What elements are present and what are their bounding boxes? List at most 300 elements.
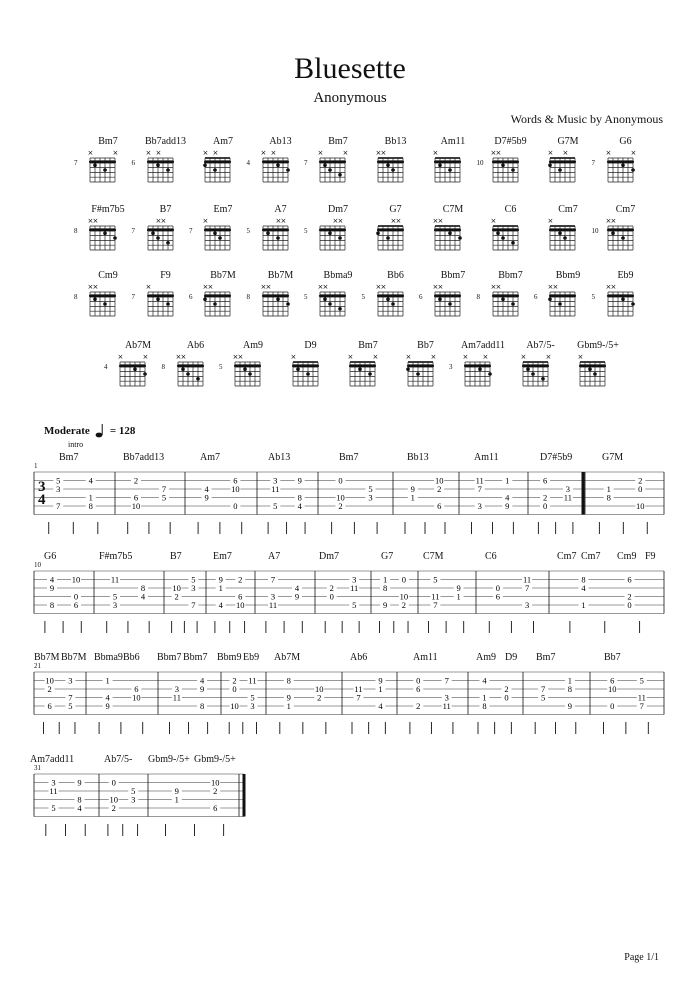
fret-number: 5 xyxy=(161,492,167,503)
fret-number: 7 xyxy=(56,501,61,511)
start-fret-number: 10 xyxy=(591,227,599,235)
chord-name: Bbm7 xyxy=(498,270,523,281)
fret-number: 3 xyxy=(112,600,118,610)
fret-number: 7 xyxy=(477,484,482,494)
fret-number: 7 xyxy=(68,692,73,703)
muted-string-mark: × xyxy=(337,217,344,225)
credit-line: Words & Music by Anonymous xyxy=(510,112,663,126)
fret-number: 10 xyxy=(399,591,409,602)
fret-number: 3 xyxy=(68,675,73,686)
fret-number: 10 xyxy=(636,501,645,511)
chord-label: G7M xyxy=(602,452,624,463)
fret-number: 8 xyxy=(382,583,388,593)
muted-string-mark: × xyxy=(405,353,411,361)
fret-number: 3 xyxy=(56,484,61,494)
fret-number: 9 xyxy=(297,475,302,486)
fret-number: 10 xyxy=(172,583,181,593)
fret-number: 1 xyxy=(382,574,388,585)
chord-name: G7M xyxy=(557,136,579,147)
fret-number: 11 xyxy=(354,684,363,694)
chord-label: Bm7 xyxy=(59,452,79,463)
muted-string-mark: × xyxy=(490,149,496,157)
chord-name: G6 xyxy=(619,136,632,147)
fret-number: 8 xyxy=(199,701,205,711)
start-fret-number: 7 xyxy=(189,227,193,235)
fret-number: 9 xyxy=(49,583,55,593)
fret-number: 9 xyxy=(105,701,110,711)
fret-number: 2 xyxy=(416,701,421,711)
chord-label: D7#5b9 xyxy=(540,452,573,463)
fret-number: 1 xyxy=(410,492,415,503)
chord-label: Ab7/5- xyxy=(104,754,133,765)
muted-string-mark: × xyxy=(260,283,266,291)
fret-number: 2 xyxy=(213,786,218,796)
fret-number: 0 xyxy=(401,574,407,585)
muted-string-mark: × xyxy=(380,283,386,291)
fret-number: 8 xyxy=(567,684,573,694)
fret-number: 6 xyxy=(437,501,442,511)
muted-string-mark: × xyxy=(495,149,501,157)
fret-number: 9 xyxy=(294,591,300,602)
muted-string-mark: × xyxy=(117,353,124,361)
fret-number: 10 xyxy=(434,475,444,486)
fret-number: 5 xyxy=(131,786,136,796)
chord-name: F#m7b5 xyxy=(91,204,125,215)
muted-string-mark: × xyxy=(275,217,281,225)
fret-number: 4 xyxy=(199,675,205,686)
chord-label: C7M xyxy=(423,551,444,562)
start-fret-number: 5 xyxy=(361,293,365,301)
muted-string-mark: × xyxy=(610,217,616,225)
fret-number: 11 xyxy=(475,475,484,486)
chord-name: Ab6 xyxy=(186,340,205,351)
muted-string-mark: × xyxy=(92,217,99,225)
fret-number: 0 xyxy=(338,475,343,486)
fret-number: 0 xyxy=(627,600,632,610)
fret-number: 11 xyxy=(431,591,440,602)
chord-label: Am7add11 xyxy=(30,754,75,765)
start-fret-number: 5 xyxy=(219,363,223,371)
fret-number: 3 xyxy=(250,701,255,711)
muted-string-mark: × xyxy=(577,353,584,361)
fret-number: 1 xyxy=(88,492,93,503)
muted-string-mark: × xyxy=(175,353,181,361)
start-fret-number: 4 xyxy=(104,363,108,371)
fret-number: 10 xyxy=(336,492,345,503)
fret-number: 7 xyxy=(270,574,276,585)
muted-string-mark: × xyxy=(605,283,611,291)
fret-number: 4 xyxy=(378,701,383,711)
chord-label: C6 xyxy=(485,551,497,562)
muted-string-mark: × xyxy=(155,149,161,157)
chord-label: Bb7M xyxy=(34,652,60,663)
fret-number: 6 xyxy=(627,574,632,585)
muted-string-mark: × xyxy=(155,217,161,225)
fret-number: 3 xyxy=(174,684,180,694)
muted-string-mark: × xyxy=(432,149,439,157)
chord-label: Bb6 xyxy=(123,652,140,663)
chord-label: Eb9 xyxy=(243,652,260,663)
fret-number: 8 xyxy=(482,701,487,711)
fret-number: 7 xyxy=(191,600,196,610)
fret-number: 5 xyxy=(56,475,61,486)
chord-label: Bbm7 xyxy=(183,652,208,663)
muted-string-mark: × xyxy=(545,353,551,361)
fret-number: 0 xyxy=(638,484,643,494)
muted-string-mark: × xyxy=(495,283,501,291)
fret-number: 5 xyxy=(433,574,438,585)
start-fret-number: 7 xyxy=(304,159,308,167)
start-fret-number: 8 xyxy=(476,293,480,301)
muted-string-mark: × xyxy=(87,283,94,291)
chord-name: Ab7M xyxy=(124,340,152,351)
fret-number: 11 xyxy=(248,675,257,686)
fret-number: 1 xyxy=(105,675,110,686)
muted-string-mark: × xyxy=(432,217,439,225)
chord-label: Cm7 xyxy=(557,551,577,562)
muted-string-mark: × xyxy=(212,149,219,157)
chord-label: A7 xyxy=(268,551,281,562)
muted-string-mark: × xyxy=(202,283,209,291)
chord-name: Eb9 xyxy=(617,270,634,281)
fret-number: 2 xyxy=(338,501,343,511)
fret-number: 2 xyxy=(401,600,407,610)
chord-label: G7 xyxy=(381,551,394,562)
muted-string-mark: × xyxy=(145,149,151,157)
muted-string-mark: × xyxy=(145,283,151,291)
fret-number: 10 xyxy=(71,574,81,585)
fret-number: 2 xyxy=(174,591,179,602)
fret-number: 7 xyxy=(540,684,546,694)
muted-string-mark: × xyxy=(437,283,444,291)
chord-label: Bbm7 xyxy=(157,652,182,663)
muted-string-mark: × xyxy=(207,283,214,291)
chord-label: Gbm9-/5+ xyxy=(148,754,190,765)
muted-string-mark: × xyxy=(380,149,386,157)
muted-string-mark: × xyxy=(260,149,266,157)
fret-number: 2 xyxy=(627,591,632,602)
fret-number: 11 xyxy=(49,786,58,796)
fret-number: 5 xyxy=(273,501,278,511)
muted-string-mark: × xyxy=(332,217,339,225)
fret-number: 6 xyxy=(133,492,139,503)
fret-number: 9 xyxy=(382,600,388,610)
fret-number: 8 xyxy=(581,574,586,585)
fret-number: 2 xyxy=(232,675,237,686)
fret-number: 10 xyxy=(607,684,617,694)
start-fret-number: 5 xyxy=(246,227,250,235)
muted-string-mark: × xyxy=(437,217,444,225)
chord-name: Ab7/5- xyxy=(526,340,555,351)
fret-number: 1 xyxy=(581,600,586,610)
fret-number: 1 xyxy=(378,684,383,694)
fret-number: 8 xyxy=(297,492,302,503)
fret-number: 4 xyxy=(204,484,209,494)
fret-number: 8 xyxy=(88,501,93,511)
fret-number: 2 xyxy=(238,574,243,585)
muted-string-mark: × xyxy=(605,217,611,225)
fret-number: 11 xyxy=(110,574,120,585)
start-fret-number: 5 xyxy=(591,293,595,301)
fret-number: 9 xyxy=(505,501,510,511)
start-fret-number: 6 xyxy=(189,293,193,301)
measure-number: 21 xyxy=(34,662,41,670)
muted-string-mark: × xyxy=(322,283,329,291)
muted-string-mark: × xyxy=(142,353,148,361)
fret-number: 8 xyxy=(286,675,291,686)
fret-number: 9 xyxy=(199,684,205,694)
fret-number: 2 xyxy=(317,692,322,703)
chord-name: Bb13 xyxy=(384,136,407,147)
chord-name: Am11 xyxy=(440,136,466,147)
chord-label: Am11 xyxy=(474,452,499,463)
muted-string-mark: × xyxy=(372,353,378,361)
tempo-label: Moderate xyxy=(44,425,90,437)
chord-label: Bbm9 xyxy=(217,652,242,663)
chord-label: D9 xyxy=(505,652,518,663)
muted-string-mark: × xyxy=(395,217,401,225)
chord-name: Am7add11 xyxy=(460,340,506,351)
muted-string-mark: × xyxy=(180,353,186,361)
start-fret-number: 6 xyxy=(131,159,135,167)
fret-number: 0 xyxy=(111,777,116,788)
start-fret-number: 10 xyxy=(476,159,484,167)
fret-number: 10 xyxy=(109,794,118,805)
start-fret-number: 6 xyxy=(534,293,538,301)
fret-number: 1 xyxy=(174,794,179,805)
fret-number: 3 xyxy=(273,475,278,486)
time-signature-bottom: 4 xyxy=(38,492,46,508)
muted-string-mark: × xyxy=(547,217,554,225)
chord-name: Bm7 xyxy=(98,136,118,147)
chord-name: A7 xyxy=(274,204,287,215)
chord-name: C6 xyxy=(504,204,517,215)
muted-string-mark: × xyxy=(347,353,354,361)
chord-name: Am9 xyxy=(243,340,263,351)
fret-number: 0 xyxy=(233,501,238,511)
fret-number: 8 xyxy=(606,492,611,503)
start-fret-number: 7 xyxy=(74,159,78,167)
fret-number: 3 xyxy=(270,591,276,602)
muted-string-mark: × xyxy=(112,149,118,157)
chord-name: Cm7 xyxy=(615,204,636,215)
fret-number: 3 xyxy=(444,692,449,703)
start-fret-number: 3 xyxy=(449,363,453,371)
chord-name: Bb7M xyxy=(267,270,294,281)
chord-label: G6 xyxy=(44,551,57,562)
muted-string-mark: × xyxy=(490,217,496,225)
muted-string-mark: × xyxy=(605,149,611,157)
page-number: Page 1/1 xyxy=(624,952,659,963)
fret-number: 2 xyxy=(111,803,116,813)
fret-number: 5 xyxy=(352,600,357,610)
fret-number: 0 xyxy=(329,591,334,602)
chord-label: Bm7 xyxy=(339,452,359,463)
start-fret-number: 6 xyxy=(419,293,423,301)
fret-number: 2 xyxy=(542,492,548,503)
muted-string-mark: × xyxy=(610,283,616,291)
fret-number: 10 xyxy=(45,675,54,686)
chord-label: Ab7M xyxy=(274,652,301,663)
fret-number: 0 xyxy=(232,684,237,694)
chord-name: Bb7 xyxy=(417,340,434,351)
fret-number: 9 xyxy=(378,675,383,686)
muted-string-mark: × xyxy=(342,149,348,157)
chord-label: Cm9 xyxy=(617,551,637,562)
fret-number: 0 xyxy=(416,675,421,686)
fret-number: 7 xyxy=(639,701,644,711)
fret-number: 9 xyxy=(456,583,461,593)
fret-number: 11 xyxy=(442,701,451,711)
fret-number: 5 xyxy=(368,484,373,494)
fret-number: 2 xyxy=(437,484,442,494)
muted-string-mark: × xyxy=(630,149,636,157)
time-signature-top: 3 xyxy=(38,479,46,495)
muted-string-mark: × xyxy=(87,149,94,157)
start-fret-number: 5 xyxy=(304,293,308,301)
muted-string-mark: × xyxy=(375,149,381,157)
muted-string-mark: × xyxy=(280,217,286,225)
chord-name: Am7 xyxy=(213,136,233,147)
chord-label: Bb7add13 xyxy=(123,452,165,463)
muted-string-mark: × xyxy=(482,353,489,361)
chord-name: B7 xyxy=(159,204,172,215)
muted-string-mark: × xyxy=(462,353,469,361)
fret-number: 9 xyxy=(410,484,415,494)
start-fret-number: 7 xyxy=(591,159,595,167)
fret-number: 5 xyxy=(250,692,255,703)
muted-string-mark: × xyxy=(317,149,324,157)
muted-string-mark: × xyxy=(547,149,554,157)
fret-number: 4 xyxy=(297,501,302,511)
fret-number: 11 xyxy=(268,600,278,610)
chord-name: Em7 xyxy=(213,204,233,215)
chord-label: Am7 xyxy=(200,452,220,463)
fret-number: 1 xyxy=(456,591,461,602)
fret-number: 10 xyxy=(131,501,141,511)
fret-number: 7 xyxy=(161,484,167,494)
chord-label: F#m7b5 xyxy=(99,551,133,562)
fret-number: 6 xyxy=(542,475,548,486)
fret-number: 5 xyxy=(112,591,118,602)
fret-number: 0 xyxy=(542,501,548,511)
chord-name: Cm7 xyxy=(558,204,578,215)
fret-number: 11 xyxy=(637,692,646,703)
fret-number: 4 xyxy=(218,600,223,610)
fret-number: 11 xyxy=(271,484,280,494)
fret-number: 1 xyxy=(567,675,573,686)
muted-string-mark: × xyxy=(270,149,276,157)
start-fret-number: 5 xyxy=(304,227,308,235)
fret-number: 6 xyxy=(47,701,52,711)
fret-number: 0 xyxy=(610,701,615,711)
start-fret-number: 8 xyxy=(74,293,78,301)
fret-number: 0 xyxy=(495,583,501,593)
muted-string-mark: × xyxy=(562,149,569,157)
fret-number: 2 xyxy=(133,475,139,486)
muted-string-mark: × xyxy=(552,283,559,291)
start-fret-number: 8 xyxy=(161,363,165,371)
fret-number: 4 xyxy=(140,591,146,602)
fret-number: 3 xyxy=(565,484,571,494)
chord-name: Bb6 xyxy=(387,270,404,281)
fret-number: 1 xyxy=(286,701,291,711)
section-label: intro xyxy=(68,440,84,449)
chord-name: Ab13 xyxy=(269,136,292,147)
fret-number: 4 xyxy=(581,583,586,593)
muted-string-mark: × xyxy=(317,283,324,291)
fret-number: 4 xyxy=(88,475,93,486)
fret-number: 11 xyxy=(172,692,181,703)
fret-number: 3 xyxy=(51,777,56,788)
muted-string-mark: × xyxy=(202,149,209,157)
muted-string-mark: × xyxy=(375,283,381,291)
fret-number: 2 xyxy=(504,684,509,694)
fret-number: 6 xyxy=(495,591,501,602)
fret-number: 0 xyxy=(504,692,509,703)
chord-label: B7 xyxy=(170,551,182,562)
fret-number: 7 xyxy=(356,692,361,703)
muted-string-mark: × xyxy=(237,353,244,361)
fret-number: 4 xyxy=(77,803,82,813)
fret-number: 3 xyxy=(131,794,136,805)
chord-name: Bb7M xyxy=(210,270,236,281)
chord-name: Bm7 xyxy=(328,136,348,147)
fret-number: 10 xyxy=(231,484,240,494)
muted-string-mark: × xyxy=(520,353,526,361)
chord-name: C7M xyxy=(442,204,464,215)
chord-name: Bb7add13 xyxy=(144,136,187,147)
fret-number: 1 xyxy=(482,692,487,703)
chord-name: Gbm9-/5+ xyxy=(577,340,619,351)
fret-number: 11 xyxy=(350,583,359,593)
chord-name: G7 xyxy=(389,204,402,215)
fret-number: 5 xyxy=(540,692,546,703)
fret-number: 1 xyxy=(218,583,223,593)
fret-number: 0 xyxy=(73,591,79,602)
fret-number: 3 xyxy=(524,600,530,610)
chord-label: F9 xyxy=(645,551,656,562)
muted-string-mark: × xyxy=(490,283,496,291)
fret-number: 2 xyxy=(47,684,52,694)
fret-number: 2 xyxy=(329,583,334,593)
fret-number: 6 xyxy=(134,684,139,694)
fret-number: 9 xyxy=(174,786,179,796)
muted-string-mark: × xyxy=(390,217,396,225)
fret-number: 9 xyxy=(218,574,223,585)
fret-number: 8 xyxy=(77,794,82,805)
fret-number: 5 xyxy=(191,574,196,585)
fret-number: 6 xyxy=(238,591,243,602)
song-title: Bluesette xyxy=(294,52,406,85)
chord-name: Cm9 xyxy=(98,270,118,281)
start-fret-number: 7 xyxy=(131,227,135,235)
fret-number: 1 xyxy=(606,484,611,494)
fret-number: 7 xyxy=(433,600,438,610)
start-fret-number: 7 xyxy=(131,293,135,301)
chord-name: Bbm7 xyxy=(440,270,466,281)
fret-number: 9 xyxy=(286,692,291,703)
muted-string-mark: × xyxy=(265,283,271,291)
fret-number: 9 xyxy=(204,492,209,503)
chord-name: D7#5b9 xyxy=(494,136,527,147)
chord-name: F9 xyxy=(160,270,171,281)
start-fret-number: 8 xyxy=(246,293,250,301)
muted-string-mark: × xyxy=(160,217,166,225)
fret-number: 11 xyxy=(563,492,572,503)
chord-label: Ab13 xyxy=(268,452,291,463)
measure-number: 31 xyxy=(34,764,41,772)
